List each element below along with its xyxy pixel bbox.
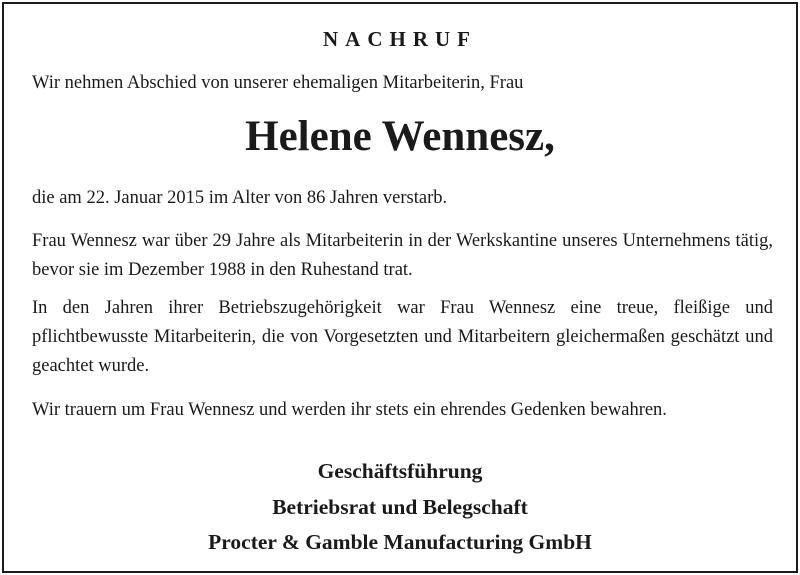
paragraph-tribute: In den Jahren ihrer Betriebszugehörigkeit war Frau Wennesz eine treue, fleißige und pflichtbewusste Mitarbeiterin, die von Vorgesetzten und Mitarbeitern gleichermaßen geschätzt und geachtet wurde.	[32, 298, 773, 376]
paragraph-mourning: Wir trauern um Frau Wennesz und werden ihr stets ein ehrendes Gedenken bewahren.	[32, 400, 667, 420]
signatory-management: Geschäftsführung	[317, 459, 483, 483]
deceased-name: Helene Wennesz,	[245, 113, 555, 160]
signatory-company: Procter & Gamble Manufacturing GmbH	[208, 530, 592, 554]
notice-heading: NACHRUF	[323, 27, 477, 51]
signatory-works-council: Betriebsrat und Belegschaft	[272, 495, 528, 519]
intro-text: Wir nehmen Abschied von unserer ehemaligen Mitarbeiterin, Frau	[32, 73, 524, 93]
paragraph-employment: Frau Wennesz war über 29 Jahre als Mitarbeiterin in der Werkskantine unseres Unternehmens tätig, bevor sie im Dezember 1988 in den Ruhestand trat.	[32, 231, 773, 280]
obituary-notice	[2, 2, 798, 573]
paragraph-death-date: die am 22. Januar 2015 im Alter von 86 Jahren verstarb.	[32, 188, 448, 208]
